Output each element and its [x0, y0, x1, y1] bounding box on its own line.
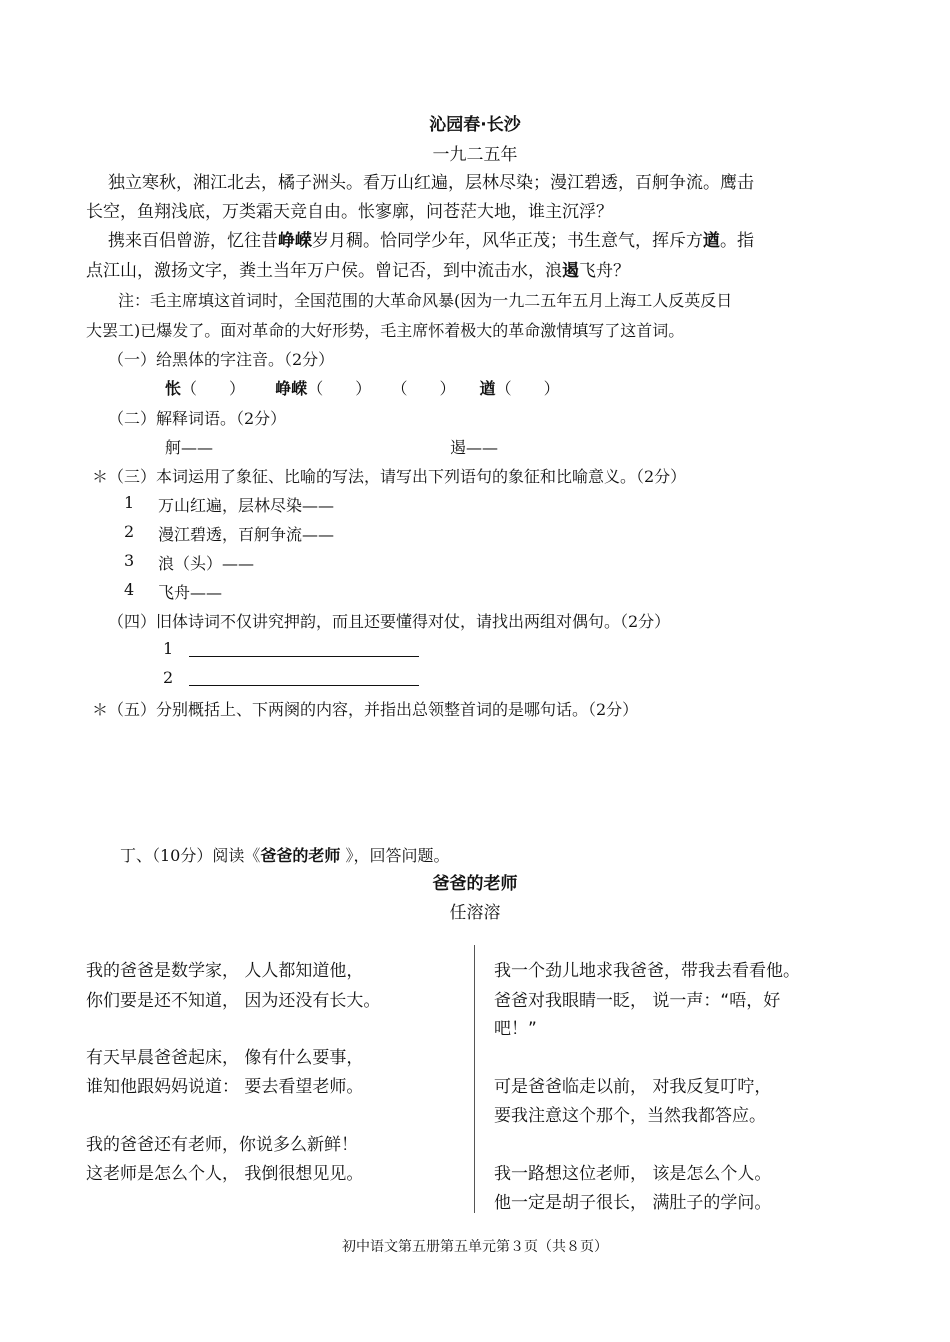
q3-item-1-num: 1 [124, 493, 135, 512]
question-3: ＊（三）本词运用了象征、比喻的写法，请写出下列语句的象征和比喻意义。（2分） [92, 467, 687, 486]
stanza2-text-g: 飞舟？ [579, 261, 630, 281]
right-line-4: 可是爸爸临走以前， 对我反复叮咛， [494, 1077, 772, 1097]
bold-word-qiu: 遒 [703, 231, 720, 251]
q4-num-2: 2 [163, 668, 174, 687]
stanza2-text-c: 岁月稠。恰同学少年，风华正茂；书生意气，挥斥方 [312, 231, 703, 251]
q1-char-row [165, 376, 560, 399]
stanza2-line1 [108, 226, 754, 251]
q4-num-1: 1 [163, 639, 174, 658]
q4-answer-line-2[interactable] [163, 668, 419, 687]
q3-item-3-num: 3 [124, 551, 135, 570]
q3-item-4-num: 4 [124, 580, 135, 599]
q4-answer-line-1[interactable] [163, 639, 419, 658]
stanza2-text-a: 携来百侣曾游，忆往昔 [108, 231, 278, 251]
q3-item-1-text: 万山红遍，层林尽染—— [158, 496, 335, 515]
question-5: ＊（五）分别概括上、下两阕的内容，并指出总领整首词的是哪句话。（2分） [92, 700, 639, 719]
right-line-3: 吧！” [494, 1019, 537, 1039]
left-line-2: 你们要是还不知道， 因为还没有长大。 [86, 991, 381, 1011]
left-line-6: 这老师是怎么个人， 我倒很想见见。 [86, 1164, 364, 1184]
intro-text-a: 丁、（10分）阅读《 [120, 846, 261, 865]
right-line-6: 我一路想这位老师， 该是怎么个人。 [494, 1164, 772, 1184]
column-divider [474, 945, 475, 1213]
stanza2-line2 [86, 256, 630, 281]
q1-blank-3[interactable]: （ ） [391, 379, 456, 398]
left-line-1: 我的爸爸是数学家， 人人都知道他， [86, 961, 364, 981]
q4-blank-2[interactable] [189, 671, 419, 686]
intro-title-bold: 爸爸的老师 [260, 846, 341, 865]
poem-date: 一九二五年 [432, 145, 518, 165]
q1-char-chang: 怅 [165, 379, 182, 398]
section-ding-intro [120, 843, 449, 866]
bold-word-zhengrong: 峥嵘 [278, 231, 312, 251]
q3-item-2-text: 漫江碧透，百舸争流—— [158, 525, 335, 544]
poem-title: 沁园春·长沙 [429, 115, 521, 135]
left-line-5: 我的爸爸还有老师，你说多么新鲜！ [86, 1135, 358, 1155]
note-line1: 注：毛主席填这首词时，全国范围的大革命风暴(因为一九二五年五月上海工人反英反日 [118, 291, 733, 310]
q2-term-e: 遏—— [450, 438, 499, 457]
question-2: （二）解释词语。（2分） [108, 409, 287, 428]
left-line-3: 有天早晨爸爸起床， 像有什么要事， [86, 1048, 364, 1068]
stanza1-line1: 独立寒秋，湘江北去，橘子洲头。看万山红遍，层林尽染；漫江碧透，百舸争流。鹰击 [108, 173, 754, 193]
q3-item-4-text: 飞舟—— [158, 583, 223, 602]
right-line-1: 我一个劲儿地求我爸爸，带我去看看他。 [494, 961, 800, 981]
note-line2: 大罢工)已爆发了。面对革命的大好形势，毛主席怀着极大的革命激情填写了这首词。 [86, 321, 685, 340]
question-4: （四）旧体诗词不仅讲究押韵，而且还要懂得对仗，请找出两组对偶句。（2分） [108, 612, 671, 631]
stanza2-text-f: 点江山，激扬文字，粪土当年万户侯。曾记否，到中流击水，浪 [86, 261, 562, 281]
reading-author: 任溶溶 [449, 903, 501, 923]
reading-title: 爸爸的老师 [432, 874, 518, 894]
question-1: （一）给黑体的字注音。（2分） [108, 350, 335, 369]
stanza1-line2: 长空，鱼翔浅底，万类霜天竞自由。怅寥廓，问苍茫大地，谁主沉浮？ [86, 202, 613, 222]
q1-blank-4[interactable]: （ ） [495, 379, 560, 398]
left-line-4: 谁知他跟妈妈说道： 要去看望老师。 [86, 1077, 364, 1097]
q3-item-2-num: 2 [124, 522, 135, 541]
q1-blank-1[interactable]: （ ） [181, 379, 246, 398]
bold-word-e: 遏 [562, 261, 579, 281]
right-line-7: 他一定是胡子很长， 满肚子的学问。 [494, 1193, 772, 1213]
q1-blank-2[interactable]: （ ） [307, 379, 372, 398]
q1-char-qiu: 遒 [479, 379, 496, 398]
q4-blank-1[interactable] [189, 642, 419, 657]
q1-char-zhengrong: 峥嵘 [275, 379, 308, 398]
stanza2-text-e: 。指 [720, 231, 754, 251]
page-footer: 初中语文第五册第五单元第３页（共８页） [342, 1239, 608, 1255]
right-line-2: 爸爸对我眼睛一眨， 说一声：“唔，好 [494, 991, 781, 1011]
q2-term-ge: 舸—— [165, 438, 214, 457]
intro-text-c: 》，回答问题。 [340, 846, 450, 865]
q3-item-3-text: 浪（头）—— [158, 554, 255, 573]
right-line-5: 要我注意这个那个，当然我都答应。 [494, 1106, 766, 1126]
